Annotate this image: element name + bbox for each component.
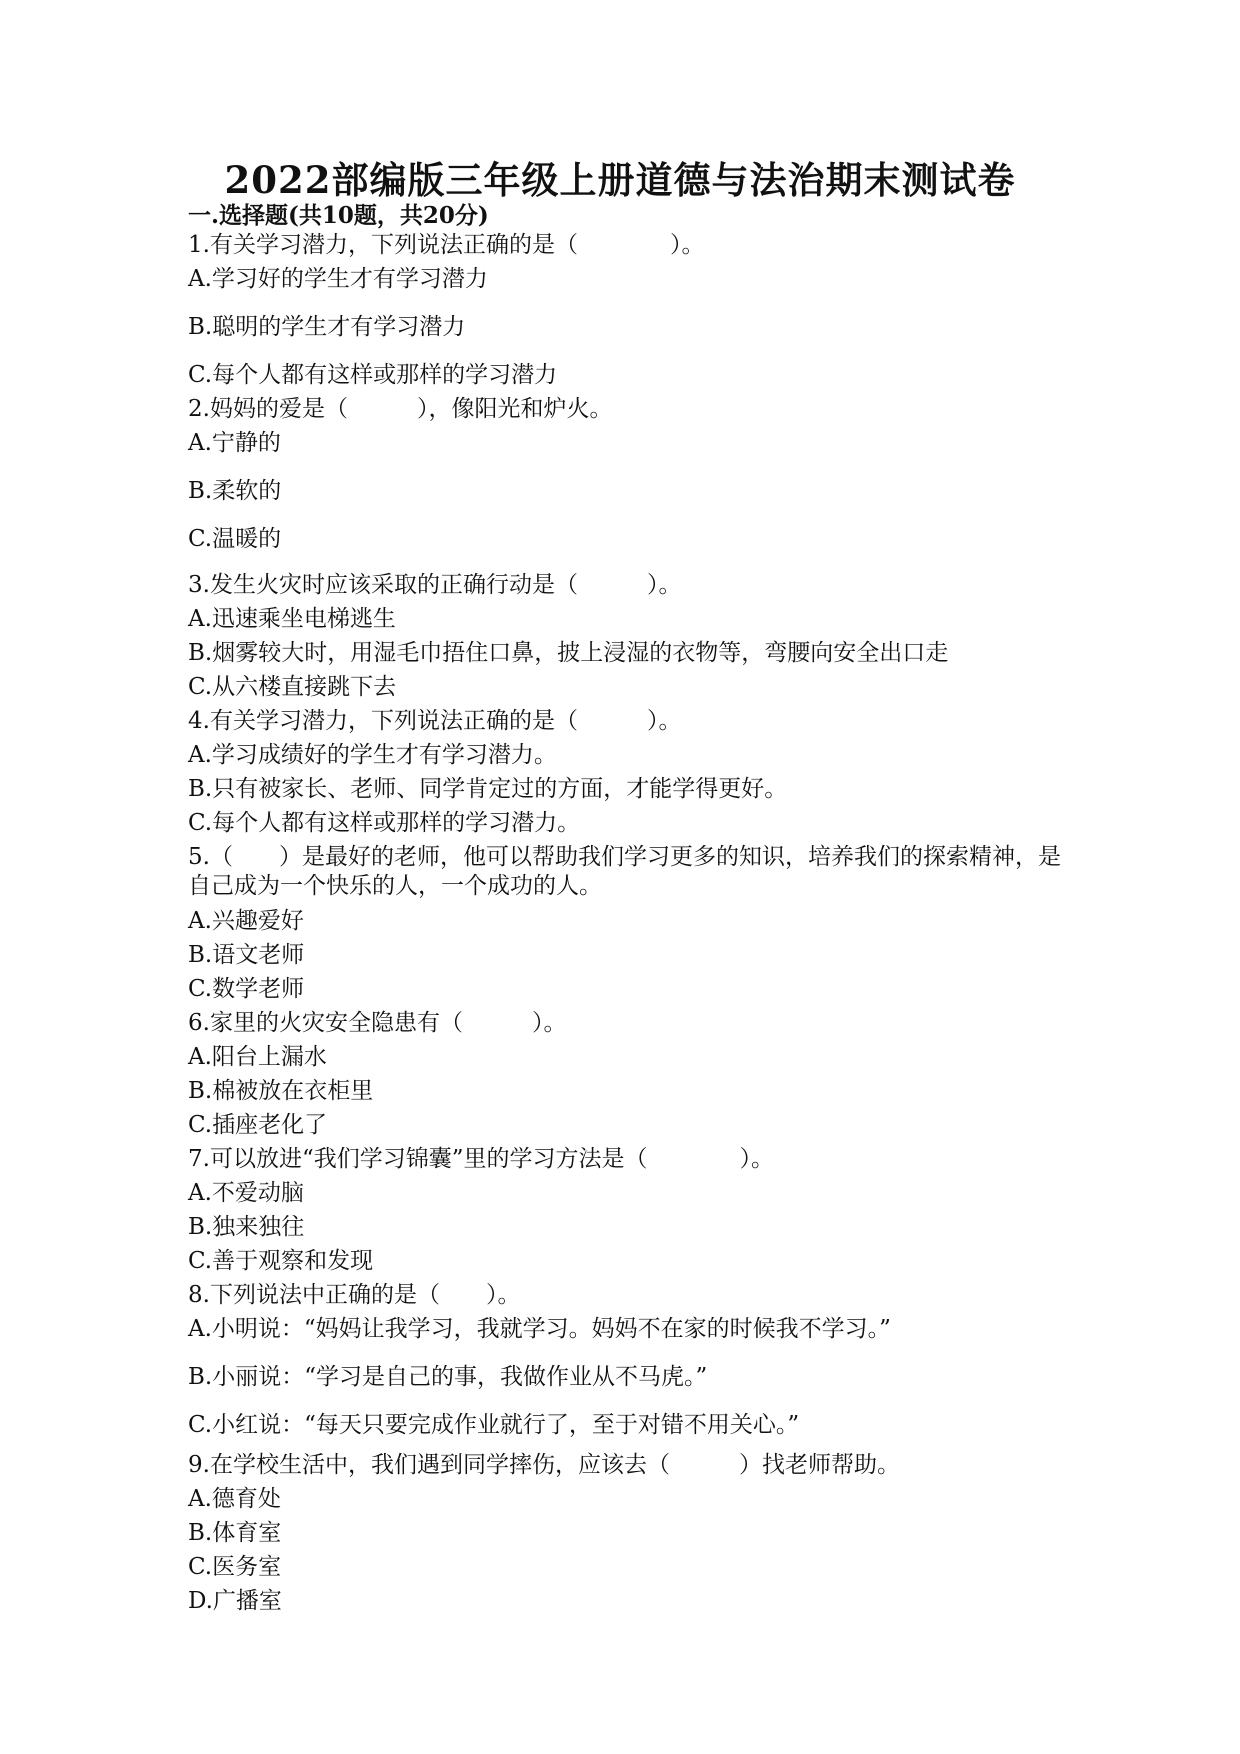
question-stem: 2.妈妈的爱是（ ），像阳光和炉火。 bbox=[188, 396, 613, 422]
question-stem: 6.家里的火灾安全隐患有（ ）。 bbox=[188, 1010, 567, 1036]
option-a: A.德育处 bbox=[188, 1486, 281, 1512]
question-stem: 4.有关学习潜力，下列说法正确的是（ ）。 bbox=[188, 708, 682, 734]
option-a: A.小明说：“妈妈让我学习，我就学习。妈妈不在家的时候我不学习。” bbox=[188, 1316, 891, 1342]
question-6 bbox=[188, 1006, 1068, 1142]
option-a: A.兴趣爱好 bbox=[188, 908, 304, 934]
option-c: C.善于观察和发现 bbox=[188, 1248, 374, 1274]
option-b: B.只有被家长、老师、同学肯定过的方面，才能学得更好。 bbox=[188, 776, 788, 802]
question-8 bbox=[188, 1278, 1068, 1442]
question-stem: 9.在学校生活中，我们遇到同学摔伤，应该去（ ）找老师帮助。 bbox=[188, 1452, 900, 1478]
option-c: C.医务室 bbox=[188, 1554, 282, 1580]
question-stem: 8.下列说法中正确的是（ ）。 bbox=[188, 1282, 521, 1308]
option-a: A.学习成绩好的学生才有学习潜力。 bbox=[188, 742, 557, 768]
option-c: C.每个人都有这样或那样的学习潜力。 bbox=[188, 810, 581, 836]
option-b: B.小丽说：“学习是自己的事，我做作业从不马虎。” bbox=[188, 1364, 708, 1390]
option-a: A.阳台上漏水 bbox=[188, 1044, 327, 1070]
question-stem: 3.发生火灾时应该采取的正确行动是（ ）。 bbox=[188, 572, 682, 598]
question-stem: 5.（ ）是最好的老师，他可以帮助我们学习更多的知识，培养我们的探索精神，是自己成为一个快乐的人，一个成功的人。 bbox=[188, 844, 1061, 899]
question-stem: 7.可以放进“我们学习锦囊”里的学习方法是（ ）。 bbox=[188, 1146, 774, 1172]
question-4 bbox=[188, 704, 1068, 840]
page-title: 2022部编版三年级上册道德与法治期末测试卷 bbox=[224, 158, 1016, 202]
question-9 bbox=[188, 1448, 1068, 1618]
option-b: B.独来独往 bbox=[188, 1214, 305, 1240]
question-3 bbox=[188, 568, 1068, 704]
option-b: B.体育室 bbox=[188, 1520, 282, 1546]
option-a: A.宁静的 bbox=[188, 430, 281, 456]
option-d: D.广播室 bbox=[188, 1588, 282, 1614]
question-2 bbox=[188, 392, 1068, 556]
option-c: C.从六楼直接跳下去 bbox=[188, 674, 397, 700]
option-c: C.插座老化了 bbox=[188, 1112, 328, 1138]
option-c: C.每个人都有这样或那样的学习潜力 bbox=[188, 362, 558, 388]
option-a: A.学习好的学生才有学习潜力 bbox=[188, 266, 488, 292]
option-a: A.迅速乘坐电梯逃生 bbox=[188, 606, 396, 632]
section-heading: 一.选择题(共10题，共20分) bbox=[188, 202, 489, 229]
option-c: C.数学老师 bbox=[188, 976, 305, 1002]
option-b: B.烟雾较大时，用湿毛巾捂住口鼻，披上浸湿的衣物等，弯腰向安全出口走 bbox=[188, 640, 949, 666]
question-1 bbox=[188, 228, 1068, 392]
option-a: A.不爱动脑 bbox=[188, 1180, 304, 1206]
option-b: B.棉被放在衣柜里 bbox=[188, 1078, 374, 1104]
option-c: C.温暖的 bbox=[188, 526, 282, 552]
option-b: B.聪明的学生才有学习潜力 bbox=[188, 314, 466, 340]
question-5 bbox=[188, 840, 1068, 1006]
option-b: B.柔软的 bbox=[188, 478, 282, 504]
option-c: C.小红说：“每天只要完成作业就行了，至于对错不用关心。” bbox=[188, 1412, 800, 1438]
question-list bbox=[188, 228, 1068, 1618]
question-stem: 1.有关学习潜力，下列说法正确的是（ ）。 bbox=[188, 232, 705, 258]
option-b: B.语文老师 bbox=[188, 942, 305, 968]
question-7 bbox=[188, 1142, 1068, 1278]
